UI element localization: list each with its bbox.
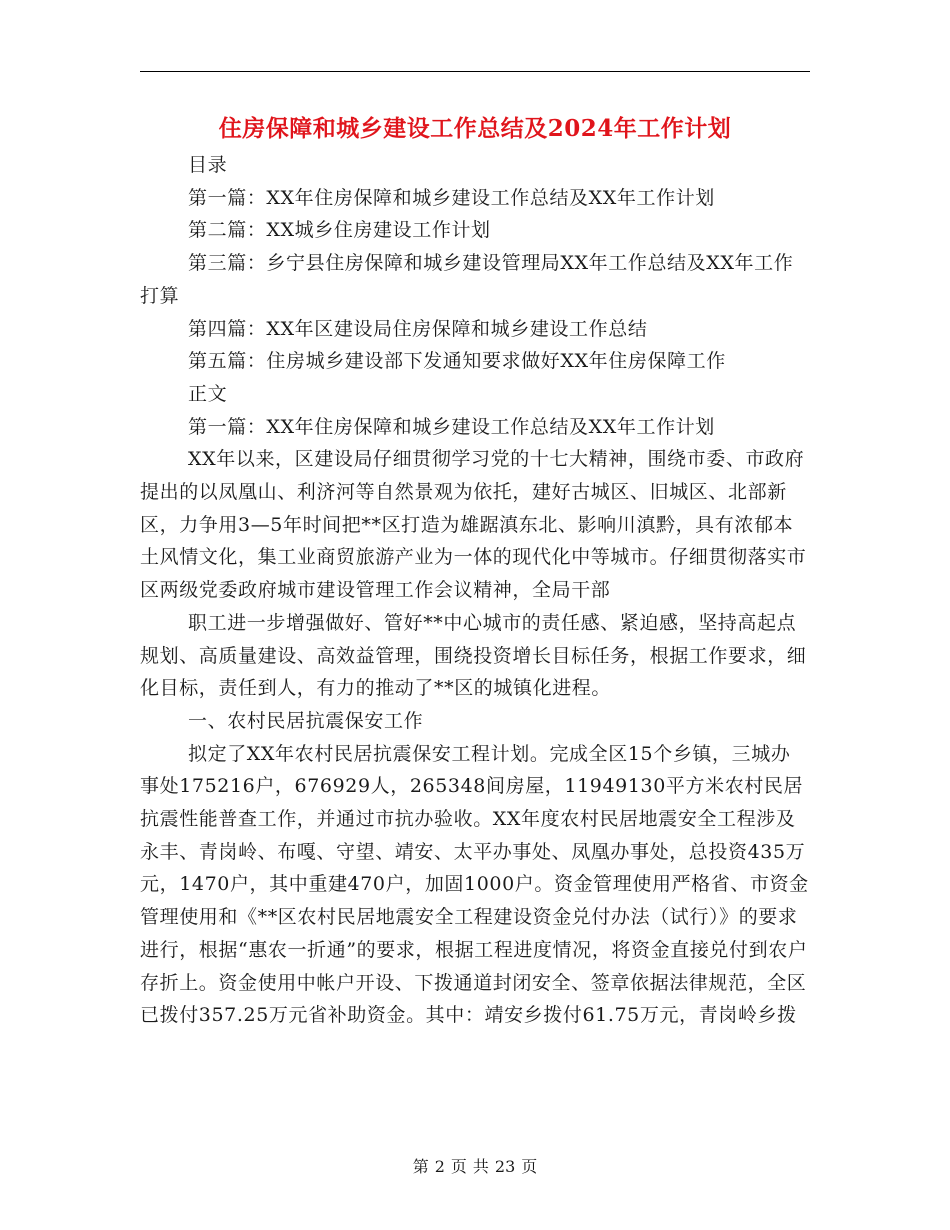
paragraph-1: XX年以来，区建设局仔细贯彻学习党的十七大精神，围绕市委、市政府提出的以凤凰山、利济河等自然景观为依托，建好古城区、旧城区、北部新区，力争用3—5年时间把**区打造为雄踞滇东北、影响川滇黔，具有浓郁本土风情文化，集工业商贸旅游产业为一体的现代化中等城市。仔细贯彻落实市区两级党委政府城市建设管理工作会议精神，全局干部 (140, 448, 807, 602)
footer-page-number: 2 (434, 1157, 445, 1176)
toc-item-5: 第五篇：住房城乡建设部下发通知要求做好XX年住房保障工作 (188, 350, 726, 373)
footer-total-prefix: 共 (472, 1157, 489, 1176)
section-title: 第一篇：XX年住房保障和城乡建设工作总结及XX年工作计划 (188, 415, 715, 438)
page-footer (0, 1154, 950, 1177)
subheading-rural-housing: 一、农村民居抗震保安工作 (188, 709, 424, 732)
footer-total-suffix: 页 (521, 1157, 538, 1176)
paragraph-3: 拟定了XX年农村民居抗震保安工程计划。完成全区15个乡镇，三城办事处175216户，676929人，265348间房屋，11949130平方米农村民居抗震性能普查工作，并通过市抗办验收。XX年度农村民居地震安全工程涉及永丰、青岗岭、布嘎、守望、靖安、太平办事处、凤凰办事处，总投资435万元，1470户，其中重建470户，加固1000户。资金管理使用严格省、市资金管理使用和《**区农村民居地震安全工程建设资金兑付办法（试行）》的要求进行，根据“惠农一折通”的要求，根据工程进度情况，将资金直接兑付到农户存折上。资金使用中帐户开设、下拨通道封闭安全、签章依据法律规范，全区已拨付357.25万元省补助资金。其中：靖安乡拨付61.75万元，青岗岭乡拨 (140, 742, 809, 1027)
document-body (140, 149, 810, 1032)
toc-heading: 目录 (188, 154, 228, 176)
toc-item-4: 第四篇：XX年区建设局住房保障和城乡建设工作总结 (188, 317, 648, 340)
footer-page-mid: 页 (450, 1157, 467, 1176)
toc-item-3: 第三篇：乡宁县住房保障和城乡建设管理局XX年工作总结及XX年工作打算 (140, 252, 794, 307)
body-heading: 正文 (188, 382, 228, 405)
footer-total-pages: 23 (494, 1157, 516, 1176)
footer-page-prefix: 第 (412, 1157, 429, 1176)
paragraph-2: 职工进一步增强做好、管好**中心城市的责任感、紧迫感，坚持高起点规划、高质量建设、高效益管理，围绕投资增长目标任务，根据工作要求，细化目标，责任到人，有力的推动了**区的城镇化进程。 (140, 611, 807, 700)
toc-item-2: 第二篇：XX城乡住房建设工作计划 (188, 219, 491, 242)
header-rule (140, 71, 810, 72)
document-title: 住房保障和城乡建设工作总结及2024年工作计划 (218, 115, 732, 142)
toc-item-1: 第一篇：XX年住房保障和城乡建设工作总结及XX年工作计划 (188, 186, 715, 209)
